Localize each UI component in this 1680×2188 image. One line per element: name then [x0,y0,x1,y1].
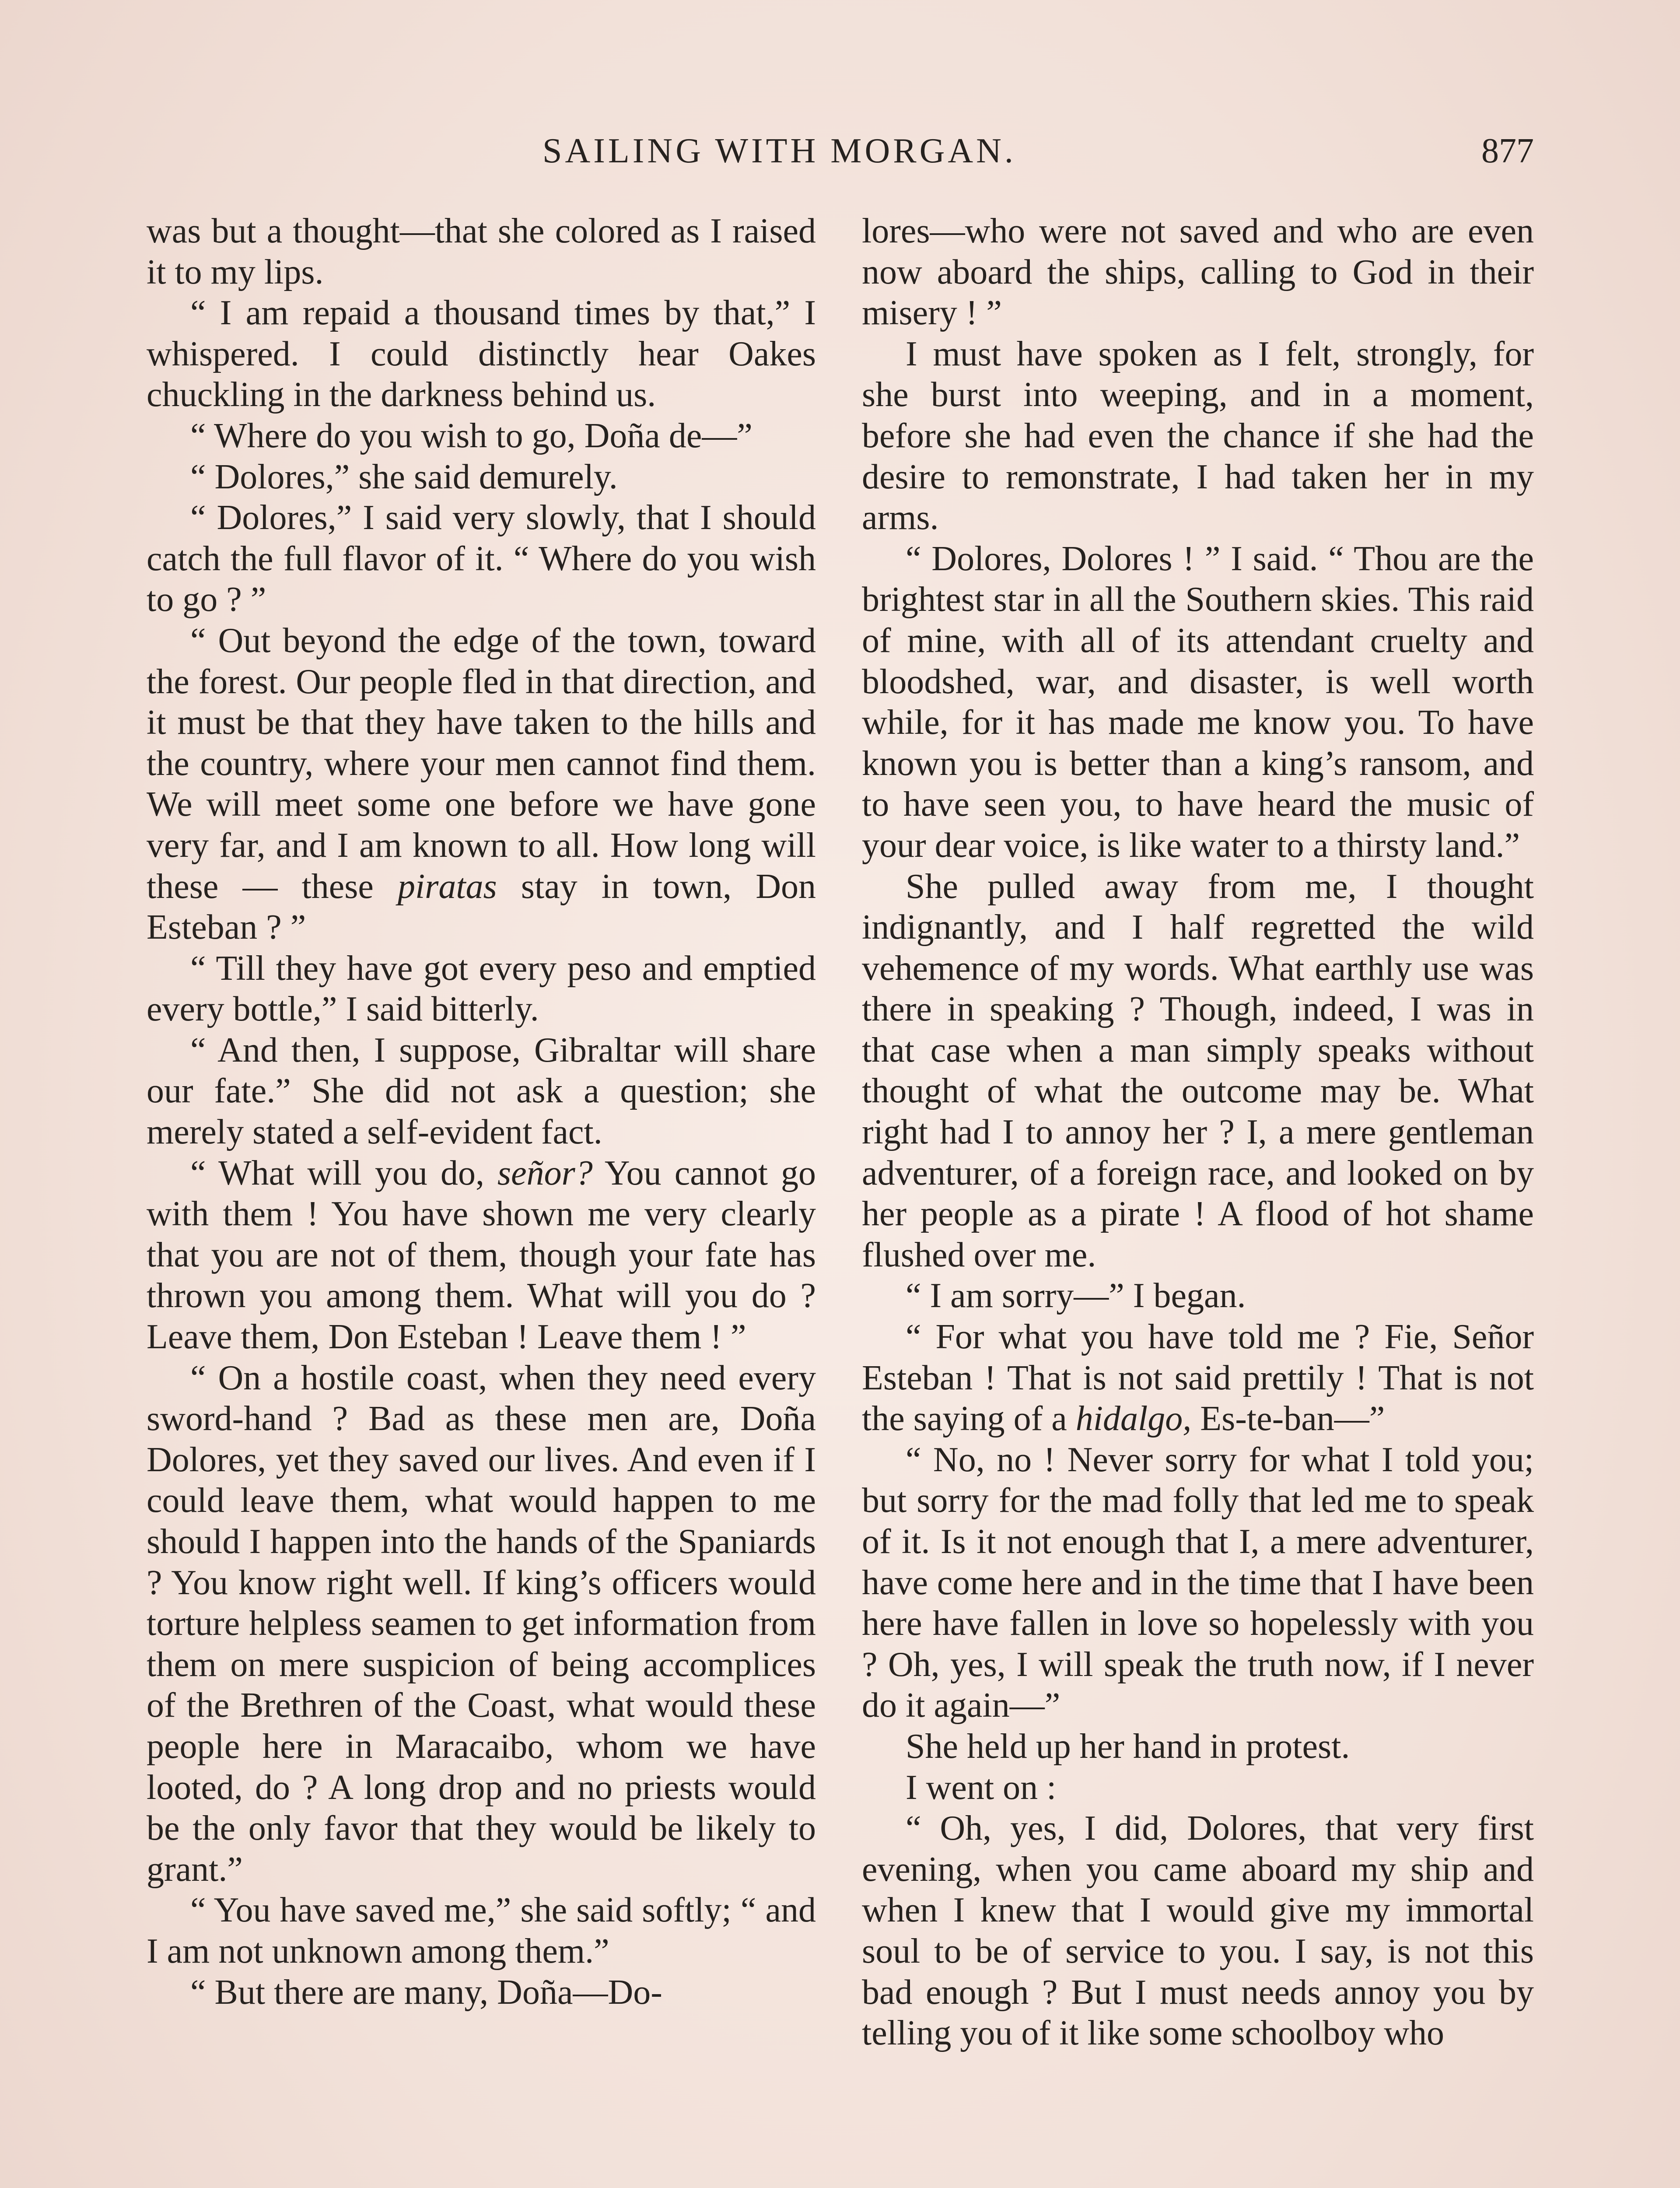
left-column [147,211,816,2013]
paragraph: I went on : [906,1768,1057,1807]
paragraph: “ You have saved me,” she said softly; “ and I am not unknown among them.” [147,1891,816,1971]
paragraph-text: Es-te-ban—” [1191,1399,1385,1438]
paragraph: “ Till they have got every peso and emptied every bottle,” I said bitterly. [147,949,816,1029]
paragraph: I must have spoken as I felt, strongly, for she burst into weeping, and in a moment, before she had even the chance if she had the desire to remonstrate, I had taken her in my arms. [862,334,1534,537]
paragraph-text: “ For what you have told me ? Fie, Señor Esteban ! That is not said prettily ! That is not the saying of a [862,1318,1534,1438]
paragraph: “ Dolores,” she said demurely. [190,457,618,496]
paragraph: “ Dolores, Dolores ! ” I said. “ Thou are the brightest star in all the Southern skies. This raid of mine, with all of its attendant cruelty and bloodshed, war, and disaster, is well worth while, for it has made me know you. To have known you is better than a king’s ransom, and to have seen you, to have heard the music of your dear voice, is like water to a thirsty land.” [862,539,1534,865]
paragraph: “ But there are many, Doña—Do- [190,1973,662,2012]
right-column [862,211,1534,2054]
paragraph: “ Dolores,” I said very slowly, that I should catch the full flavor of it. “ Where do you wish to go ? ” [147,498,816,619]
paragraph: was but a thought—that she colored as I raised it to my lips. [147,212,816,291]
paragraph [147,621,816,948]
paragraph-text: “ What will you do, [190,1154,498,1192]
italic-word: señor? [497,1154,593,1192]
paragraph: “ And then, I suppose, Gibraltar will share our fate.” She did not ask a question; she merely stated a self-evident fact. [147,1031,816,1152]
italic-word: hidalgo, [1075,1399,1192,1438]
paragraph: “ Oh, yes, I did, Dolores, that very first evening, when you came aboard my ship and when I knew that I would give my immortal soul to be of service to you. I say, is not this bad enough ? But I must needs annoy you by telling you of it like some schoolboy who [862,1809,1534,2053]
paragraph: “ No, no ! Never sorry for what I told you; but sorry for the mad folly that led me to speak of it. Is it not enough that I, a mere adventurer, have come here and in the time that I have been here have fallen in love so hopelessly with you ? Oh, yes, I will speak the truth now, if I never do it again—” [862,1440,1534,1725]
paragraph-text: You cannot go with them ! You have shown me very clearly that you are not of them, though your fate has thrown you among them. What will you do ? Leave them, Don Esteban ! Leave them ! ” [147,1154,816,1357]
paragraph: She pulled away from me, I thought indignantly, and I half regretted the wild vehemence of my words. What earthly use was there in speaking ? Though, indeed, I was in that case when a man simply speaks without thought of what the outcome may be. What right had I to annoy her ? I, a mere gentleman adventurer, of a foreign race, and looked on by her people as a pirate ! A flood of hot shame flushed over me. [862,867,1534,1274]
paragraph: She held up her hand in protest. [906,1727,1350,1766]
paragraph-text: “ Out beyond the edge of the town, toward the forest. Our people fled in that direction, and it must be that they have taken to the hills and the country, where your men cannot find them. We will meet some one before we have gone very far, and I am known to all. How long will these — these [147,621,816,906]
paragraph: “ I am repaid a thousand times by that,” I whispered. I could distinctly hear Oakes chuckling in the darkness behind us. [147,294,816,414]
paragraph [147,1153,816,1358]
paragraph: “ Where do you wish to go, Doña de—” [190,416,752,455]
paragraph [862,1317,1534,1440]
italic-word: piratas [398,867,497,906]
running-head: SAILING WITH MORGAN. [542,132,1016,170]
paragraph: lores—who were not saved and who are even now aboard the ships, calling to God in their misery ! ” [862,212,1534,333]
paragraph: “ On a hostile coast, when they need every sword-hand ? Bad as these men are, Doña Dolores, yet they saved our lives. And even if I could leave them, what would happen to me should I happen into the hands of the Spaniards ? You know right well. If king’s officers would torture helpless seamen to get information from them on mere suspicion of being accomplices of the Brethren of the Coast, what would these people here in Maracaibo, whom we have looted, do ? A long drop and no priests would be the only favor that they would be likely to grant.” [147,1358,816,1889]
paragraph-text: stay in town, Don Esteban ? ” [147,867,816,947]
paragraph: “ I am sorry—” I began. [906,1276,1246,1315]
page-number: 877 [1481,132,1534,170]
